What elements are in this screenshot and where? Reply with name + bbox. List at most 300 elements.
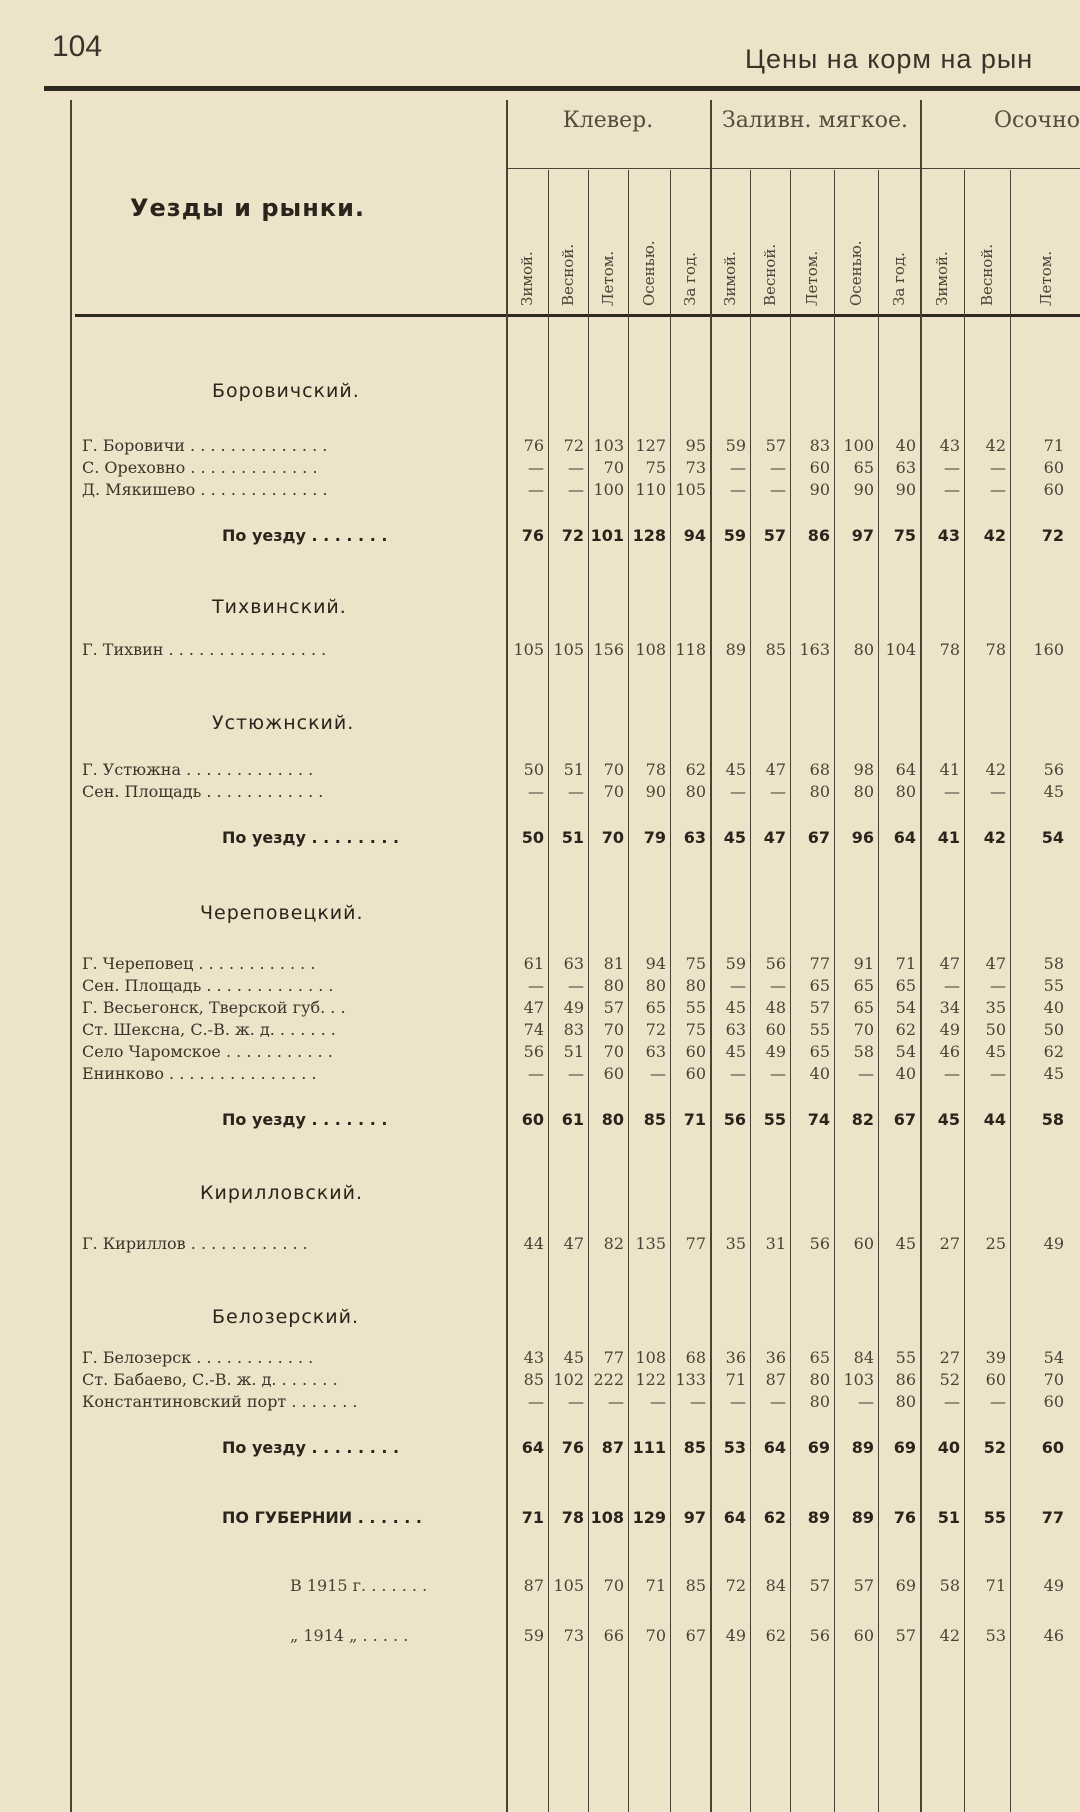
table-cell: 160 <box>1033 640 1064 659</box>
column-header: Осенью. <box>847 240 865 306</box>
table-cell: 65 <box>853 976 874 995</box>
table-cell: 45 <box>725 760 746 779</box>
table-cell: 77 <box>603 1348 624 1367</box>
row-label: Г. Череповец . . . . . . . . . . . . <box>82 954 316 973</box>
column-header: Зимой. <box>721 251 739 306</box>
table-cell: 27 <box>939 1234 960 1253</box>
table-cell: 90 <box>895 480 916 499</box>
table-cell: 81 <box>603 954 624 973</box>
row-label: С. Ореховно . . . . . . . . . . . . . <box>82 458 318 477</box>
table-cell: 71 <box>521 1508 544 1527</box>
table-cell: 40 <box>895 436 916 455</box>
table-cell: 47 <box>985 954 1006 973</box>
table-cell: 51 <box>937 1508 960 1527</box>
table-cell: 78 <box>645 760 666 779</box>
table-cell: 222 <box>593 1370 624 1389</box>
table-cell: 47 <box>763 828 786 847</box>
table-cell: 63 <box>895 458 916 477</box>
table-cell: — <box>944 480 960 499</box>
table-cell: — <box>770 480 786 499</box>
table-cell: 70 <box>601 828 624 847</box>
row-label: Село Чаромское . . . . . . . . . . . <box>82 1042 333 1061</box>
table-cell: — <box>730 976 746 995</box>
table-cell: 65 <box>809 1042 830 1061</box>
table-cell: 80 <box>895 1392 916 1411</box>
table-cell: 46 <box>1043 1626 1064 1645</box>
table-cell: 40 <box>895 1064 916 1083</box>
table-cell: 105 <box>675 480 706 499</box>
table-cell: — <box>730 480 746 499</box>
table-cell: 60 <box>765 1020 786 1039</box>
column-rule <box>878 170 879 1812</box>
stub-header: Уезды и рынки. <box>130 194 366 222</box>
table-cell: 104 <box>885 640 916 659</box>
table-cell: 55 <box>983 1508 1006 1527</box>
table-cell: 49 <box>563 998 584 1017</box>
table-cell: 54 <box>1041 828 1064 847</box>
running-title: Цены на корм на рын <box>745 44 1034 74</box>
table-cell: 57 <box>809 1576 830 1595</box>
table-cell: 103 <box>593 436 624 455</box>
table-cell: 76 <box>523 436 544 455</box>
table-cell: 84 <box>765 1576 786 1595</box>
group-header: Осочно <box>993 108 1080 133</box>
table-cell: 70 <box>645 1626 666 1645</box>
table-cell: 67 <box>807 828 830 847</box>
row-label: По уезду . . . . . . . . <box>222 1438 400 1457</box>
table-cell: 71 <box>683 1110 706 1129</box>
table-cell: 59 <box>523 1626 544 1645</box>
table-cell: 55 <box>809 1020 830 1039</box>
table-cell: 60 <box>1043 1392 1064 1411</box>
table-cell: 73 <box>563 1626 584 1645</box>
table-cell: 71 <box>1043 436 1064 455</box>
table-cell: 57 <box>603 998 624 1017</box>
page-number: 104 <box>52 30 103 63</box>
table-cell: 65 <box>809 1348 830 1367</box>
row-label: Сен. Площадь . . . . . . . . . . . . . <box>82 976 334 995</box>
table-cell: 44 <box>983 1110 1006 1129</box>
table-cell: 64 <box>893 828 916 847</box>
table-cell: 57 <box>809 998 830 1017</box>
table-cell: 83 <box>809 436 830 455</box>
table-cell: — <box>944 1064 960 1083</box>
table-cell: 87 <box>765 1370 786 1389</box>
table-cell: — <box>990 782 1006 801</box>
row-label: По уезду . . . . . . . <box>222 1110 388 1129</box>
table-cell: 84 <box>853 1348 874 1367</box>
row-label: Константиновский порт . . . . . . . <box>82 1392 358 1411</box>
table-cell: 50 <box>521 828 544 847</box>
table-cell: 76 <box>521 526 544 545</box>
table-cell: 50 <box>1043 1020 1064 1039</box>
table-cell: 56 <box>523 1042 544 1061</box>
table-cell: 90 <box>645 782 666 801</box>
table-cell: 54 <box>895 1042 916 1061</box>
table-cell: 133 <box>675 1370 706 1389</box>
table-cell: 71 <box>645 1576 666 1595</box>
table-cell: 80 <box>809 1392 830 1411</box>
table-cell: 43 <box>937 526 960 545</box>
table-cell: 40 <box>1043 998 1064 1017</box>
table-cell: 75 <box>893 526 916 545</box>
table-cell: 80 <box>809 1370 830 1389</box>
table-cell: 70 <box>603 458 624 477</box>
row-label: Д. Мякишево . . . . . . . . . . . . . <box>82 480 328 499</box>
table-cell: 62 <box>685 760 706 779</box>
column-header: Зимой. <box>933 251 951 306</box>
table-cell: 60 <box>809 458 830 477</box>
table-cell: 85 <box>523 1370 544 1389</box>
table-cell: 63 <box>645 1042 666 1061</box>
row-label: Ст. Бабаево, С.-В. ж. д. . . . . . . <box>82 1370 338 1389</box>
table-cell: 57 <box>763 526 786 545</box>
table-cell: 54 <box>895 998 916 1017</box>
table-cell: 53 <box>723 1438 746 1457</box>
table-cell: 77 <box>1041 1508 1064 1527</box>
table-cell: 42 <box>985 760 1006 779</box>
table-cell: 25 <box>985 1234 1006 1253</box>
table-cell: 80 <box>895 782 916 801</box>
table-cell: 80 <box>853 640 874 659</box>
column-header: За год. <box>681 252 699 306</box>
row-label: Г. Боровичи . . . . . . . . . . . . . . <box>82 436 328 455</box>
table-cell: 44 <box>523 1234 544 1253</box>
table-cell: 48 <box>765 998 786 1017</box>
table-cell: 56 <box>1043 760 1064 779</box>
table-cell: — <box>770 782 786 801</box>
row-label: Енинково . . . . . . . . . . . . . . . <box>82 1064 317 1083</box>
table-cell: — <box>990 1064 1006 1083</box>
table-cell: 64 <box>763 1438 786 1457</box>
table-cell: 80 <box>685 782 706 801</box>
table-cell: 128 <box>632 526 666 545</box>
table-cell: 36 <box>725 1348 746 1367</box>
table-cell: 71 <box>895 954 916 973</box>
table-cell: 57 <box>895 1626 916 1645</box>
table-cell: 49 <box>765 1042 786 1061</box>
table-cell: — <box>990 976 1006 995</box>
table-cell: 50 <box>985 1020 1006 1039</box>
table-cell: 43 <box>523 1348 544 1367</box>
table-cell: 41 <box>937 828 960 847</box>
column-rule <box>790 170 791 1812</box>
table-cell: 80 <box>853 782 874 801</box>
column-rule <box>588 170 589 1812</box>
table-cell: 65 <box>645 998 666 1017</box>
table-cell: — <box>730 1064 746 1083</box>
table-cell: 75 <box>645 458 666 477</box>
table-cell: — <box>730 458 746 477</box>
table-cell: 51 <box>561 828 584 847</box>
column-header: Осенью. <box>640 240 658 306</box>
table-cell: 45 <box>1043 1064 1064 1083</box>
table-cell: — <box>528 1064 544 1083</box>
table-cell: 60 <box>603 1064 624 1083</box>
row-label: Г. Тихвин . . . . . . . . . . . . . . . . <box>82 640 327 659</box>
table-cell: 85 <box>765 640 786 659</box>
column-rule <box>548 170 549 1812</box>
table-cell: 100 <box>593 480 624 499</box>
table-cell: 85 <box>683 1438 706 1457</box>
table-cell: 118 <box>675 640 706 659</box>
table-cell: 61 <box>523 954 544 973</box>
table-cell: 80 <box>601 1110 624 1129</box>
table-cell: 51 <box>563 1042 584 1061</box>
table-cell: 102 <box>553 1370 584 1389</box>
table-cell: — <box>730 1392 746 1411</box>
table-cell: 47 <box>563 1234 584 1253</box>
table-cell: — <box>990 458 1006 477</box>
table-cell: 59 <box>725 436 746 455</box>
table-cell: 70 <box>603 1020 624 1039</box>
table-cell: 103 <box>843 1370 874 1389</box>
table-cell: 62 <box>1043 1042 1064 1061</box>
table-cell: 69 <box>893 1438 916 1457</box>
table-cell: 67 <box>685 1626 706 1645</box>
table-cell: 49 <box>1043 1576 1064 1595</box>
row-label: По уезду . . . . . . . <box>222 526 388 545</box>
table-cell: 45 <box>985 1042 1006 1061</box>
table-cell: 72 <box>725 1576 746 1595</box>
table-cell: 43 <box>939 436 960 455</box>
table-cell: 111 <box>632 1438 666 1457</box>
row-label: Сен. Площадь . . . . . . . . . . . . <box>82 782 324 801</box>
table-cell: 70 <box>1043 1370 1064 1389</box>
table-cell: — <box>770 976 786 995</box>
table-cell: 42 <box>983 526 1006 545</box>
table-cell: — <box>568 1392 584 1411</box>
table-cell: 46 <box>939 1042 960 1061</box>
table-cell: 55 <box>685 998 706 1017</box>
column-rule <box>670 170 671 1812</box>
table-cell: — <box>650 1392 666 1411</box>
table-cell: 70 <box>603 1042 624 1061</box>
table-cell: 45 <box>563 1348 584 1367</box>
table-cell: 40 <box>809 1064 830 1083</box>
table-cell: 34 <box>939 998 960 1017</box>
column-header: Весной. <box>761 243 779 306</box>
top-rule <box>44 86 1080 91</box>
table-cell: 65 <box>853 458 874 477</box>
table-cell: 40 <box>937 1438 960 1457</box>
table-cell: 83 <box>563 1020 584 1039</box>
table-cell: 85 <box>643 1110 666 1129</box>
table-cell: 97 <box>851 526 874 545</box>
table-cell: 78 <box>561 1508 584 1527</box>
table-cell: 68 <box>685 1348 706 1367</box>
table-cell: 41 <box>939 760 960 779</box>
table-cell: 42 <box>983 828 1006 847</box>
table-cell: 75 <box>685 1020 706 1039</box>
table-cell: 62 <box>895 1020 916 1039</box>
table-cell: 27 <box>939 1348 960 1367</box>
table-cell: 55 <box>1043 976 1064 995</box>
table-cell: 58 <box>853 1042 874 1061</box>
table-cell: 78 <box>985 640 1006 659</box>
table-cell: 45 <box>937 1110 960 1129</box>
table-cell: — <box>528 976 544 995</box>
table-cell: 80 <box>685 976 706 995</box>
table-cell: 55 <box>763 1110 786 1129</box>
table-cell: 68 <box>809 760 830 779</box>
table-cell: 80 <box>603 976 624 995</box>
row-label: Г. Весьегонск, Тверской губ. . . <box>82 998 346 1017</box>
table-cell: 105 <box>553 640 584 659</box>
table-cell: 60 <box>521 1110 544 1129</box>
table-cell: — <box>730 782 746 801</box>
table-cell: 66 <box>603 1626 624 1645</box>
table-cell: 72 <box>561 526 584 545</box>
district-heading: Кирилловский. <box>200 1182 364 1204</box>
table-cell: 122 <box>635 1370 666 1389</box>
table-cell: 70 <box>603 782 624 801</box>
row-label: ПО ГУБЕРНИИ . . . . . . <box>222 1508 423 1527</box>
table-cell: 108 <box>635 1348 666 1367</box>
table-cell: 76 <box>893 1508 916 1527</box>
column-rule <box>750 170 751 1812</box>
table-cell: 58 <box>1041 1110 1064 1129</box>
table-cell: — <box>568 1064 584 1083</box>
table-cell: 101 <box>590 526 624 545</box>
table-cell: 45 <box>725 998 746 1017</box>
table-cell: 60 <box>853 1626 874 1645</box>
table-cell: 56 <box>723 1110 746 1129</box>
table-cell: 69 <box>895 1576 916 1595</box>
table-cell: 52 <box>983 1438 1006 1457</box>
district-heading: Устюжнский. <box>212 712 355 734</box>
table-cell: 56 <box>809 1234 830 1253</box>
row-label: Г. Кириллов . . . . . . . . . . . . <box>82 1234 308 1253</box>
table-cell: 105 <box>553 1576 584 1595</box>
table-cell: — <box>990 480 1006 499</box>
table-cell: 54 <box>1043 1348 1064 1367</box>
table-cell: 89 <box>851 1508 874 1527</box>
table-cell: — <box>944 458 960 477</box>
table-cell: — <box>770 1392 786 1411</box>
table-cell: 77 <box>809 954 830 973</box>
table-cell: 80 <box>809 782 830 801</box>
table-cell: 47 <box>939 954 960 973</box>
table-cell: 67 <box>893 1110 916 1129</box>
column-header: Летом. <box>803 250 821 306</box>
row-label: По уезду . . . . . . . . <box>222 828 400 847</box>
table-cell: 96 <box>851 828 874 847</box>
table-cell: — <box>568 480 584 499</box>
table-cell: 72 <box>1041 526 1064 545</box>
table-cell: 89 <box>807 1508 830 1527</box>
column-rule <box>628 170 629 1812</box>
table-cell: 47 <box>523 998 544 1017</box>
table-cell: 89 <box>725 640 746 659</box>
table-cell: 60 <box>853 1234 874 1253</box>
district-heading: Череповецкий. <box>200 902 364 924</box>
table-cell: 97 <box>683 1508 706 1527</box>
table-cell: 71 <box>985 1576 1006 1595</box>
table-cell: 56 <box>765 954 786 973</box>
table-cell: 45 <box>723 828 746 847</box>
table-cell: 63 <box>563 954 584 973</box>
column-header: Весной. <box>978 243 996 306</box>
table-cell: 156 <box>593 640 624 659</box>
table-cell: 72 <box>645 1020 666 1039</box>
table-cell: — <box>528 458 544 477</box>
table-cell: 60 <box>1043 458 1064 477</box>
table-cell: 59 <box>723 526 746 545</box>
table-cell: 60 <box>985 1370 1006 1389</box>
table-cell: 65 <box>853 998 874 1017</box>
table-cell: 65 <box>809 976 830 995</box>
table-cell: 57 <box>765 436 786 455</box>
table-cell: 95 <box>685 436 706 455</box>
table-cell: 71 <box>725 1370 746 1389</box>
table-cell: 42 <box>985 436 1006 455</box>
table-cell: 127 <box>635 436 666 455</box>
district-heading: Тихвинский. <box>212 596 347 618</box>
table-cell: 42 <box>939 1626 960 1645</box>
table-cell: 135 <box>635 1234 666 1253</box>
row-label: Г. Устюжна . . . . . . . . . . . . . <box>82 760 314 779</box>
table-cell: — <box>944 1392 960 1411</box>
table-cell: — <box>650 1064 666 1083</box>
table-cell: — <box>568 782 584 801</box>
table-cell: 49 <box>725 1626 746 1645</box>
table-cell: — <box>568 458 584 477</box>
table-cell: 82 <box>851 1110 874 1129</box>
table-cell: 52 <box>939 1370 960 1389</box>
table-cell: 76 <box>561 1438 584 1457</box>
table-cell: 56 <box>809 1626 830 1645</box>
table-cell: 47 <box>765 760 786 779</box>
table-cell: 58 <box>1043 954 1064 973</box>
table-cell: 91 <box>853 954 874 973</box>
table-cell: 89 <box>851 1438 874 1457</box>
table-cell: 163 <box>799 640 830 659</box>
table-cell: — <box>858 1392 874 1411</box>
table-cell: 60 <box>1041 1438 1064 1457</box>
table-cell: 70 <box>853 1020 874 1039</box>
district-heading: Боровичский. <box>212 380 360 402</box>
table-cell: 31 <box>765 1234 786 1253</box>
column-header: Зимой. <box>518 251 536 306</box>
table-cell: 62 <box>763 1508 786 1527</box>
table-cell: 60 <box>685 1064 706 1083</box>
table-cell: 45 <box>1043 782 1064 801</box>
table-cell: 87 <box>601 1438 624 1457</box>
table-cell: — <box>770 1064 786 1083</box>
table-cell: 59 <box>725 954 746 973</box>
group-header: Заливн. мягкое. <box>721 108 909 133</box>
table-cell: 60 <box>1043 480 1064 499</box>
table-cell: 63 <box>725 1020 746 1039</box>
table-cell: — <box>528 1392 544 1411</box>
column-rule <box>70 100 72 1812</box>
table-cell: 129 <box>632 1508 666 1527</box>
table-cell: 98 <box>853 760 874 779</box>
table-cell: 77 <box>685 1234 706 1253</box>
table-cell: 108 <box>635 640 666 659</box>
table-cell: 49 <box>939 1020 960 1039</box>
table-cell: 70 <box>603 1576 624 1595</box>
table-cell: 45 <box>895 1234 916 1253</box>
row-label: Ст. Шексна, С.-В. ж. д. . . . . . . <box>82 1020 336 1039</box>
column-header: За год. <box>890 252 908 306</box>
table-cell: 90 <box>853 480 874 499</box>
table-cell: 74 <box>523 1020 544 1039</box>
group-header: Клевер. <box>562 108 654 133</box>
district-heading: Белозерский. <box>212 1306 360 1328</box>
table-cell: 60 <box>685 1042 706 1061</box>
